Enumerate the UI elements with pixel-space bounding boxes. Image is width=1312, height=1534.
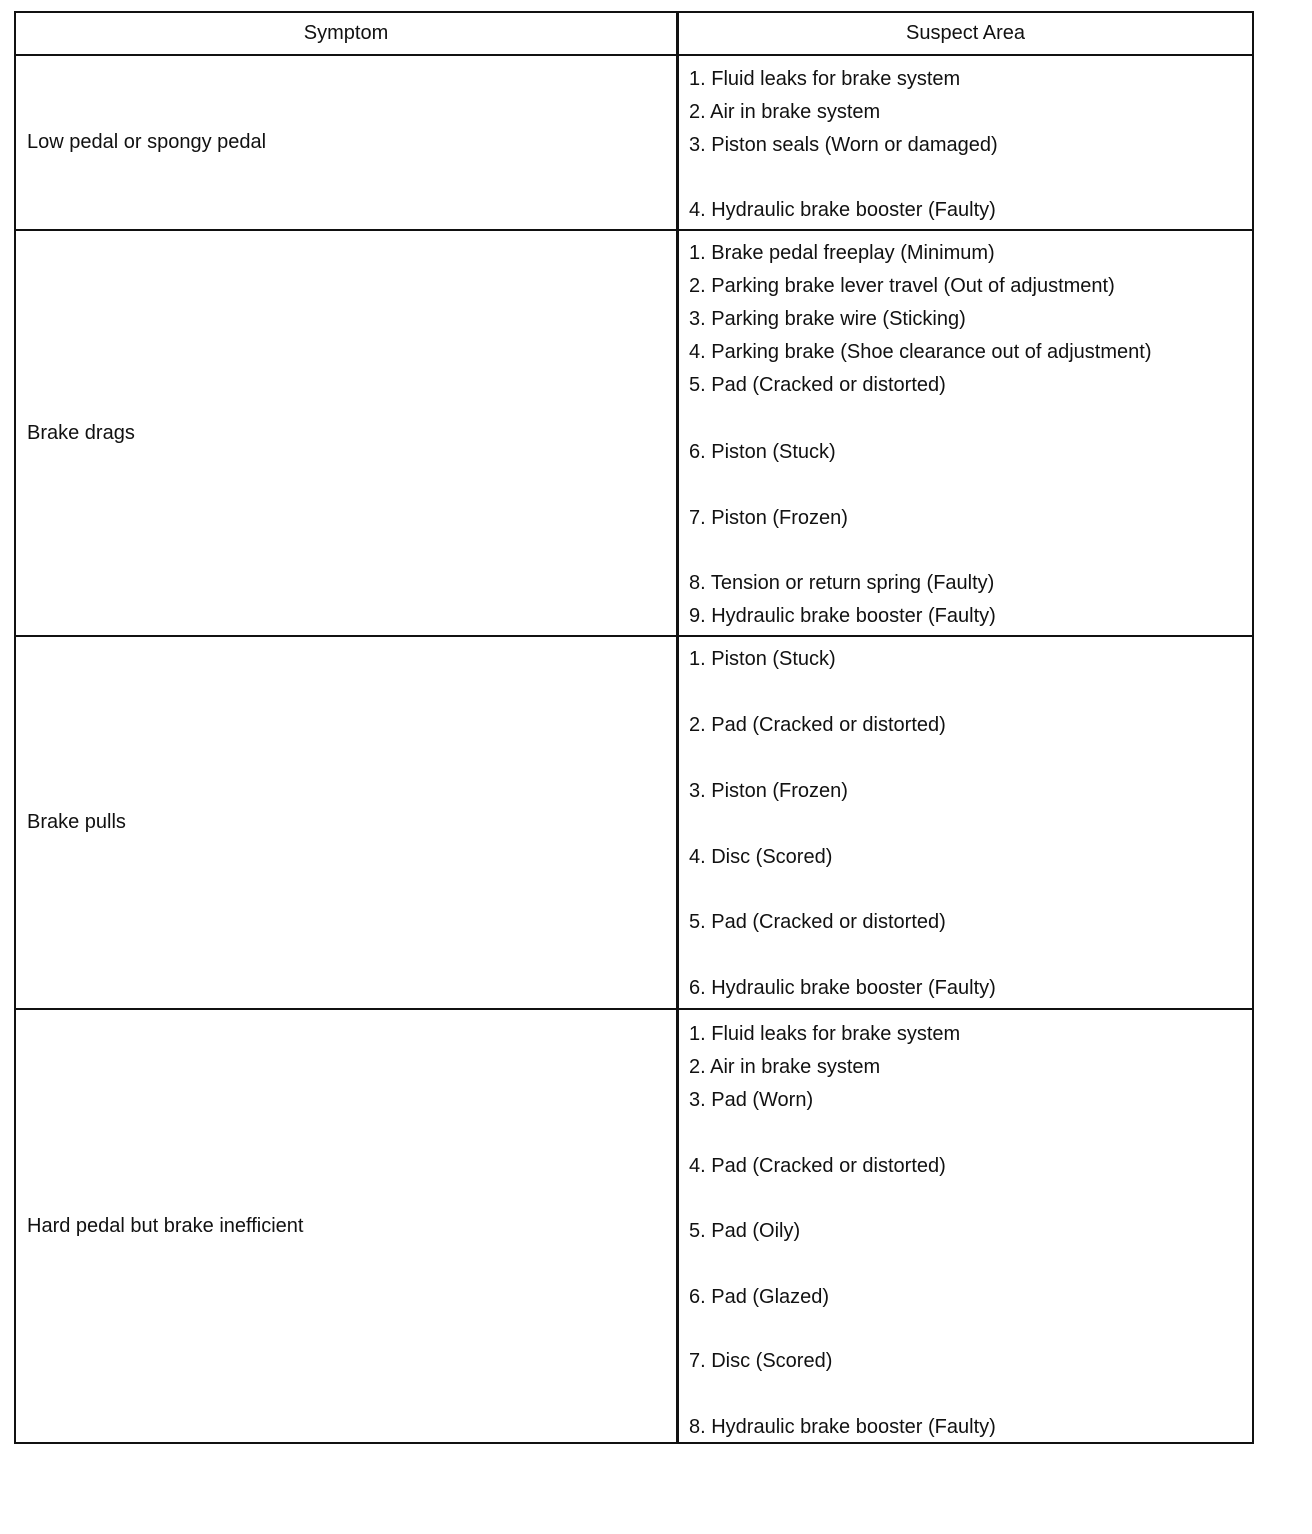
symptom-cell — [16, 56, 679, 229]
suspect-area-item: 2. Pad (Cracked or distorted) — [689, 714, 946, 736]
suspect-area-item: 4. Hydraulic brake booster (Faulty) — [689, 199, 996, 221]
table-row — [16, 635, 1252, 1008]
suspect-area-item: 7. Disc (Scored) — [689, 1350, 833, 1372]
suspect-area-item: 2. Air in brake system — [689, 101, 881, 123]
symptom-cell — [16, 637, 679, 1008]
suspect-area-item: 5. Pad (Cracked or distorted) — [689, 911, 946, 933]
header-symptom: Symptom — [16, 13, 679, 54]
troubleshooting-table — [14, 11, 1254, 1444]
suspect-area-item: 6. Piston (Stuck) — [689, 441, 836, 463]
table-row — [16, 229, 1252, 635]
suspect-area-item: 8. Tension or return spring (Faulty) — [689, 572, 995, 594]
suspect-area-cell — [679, 637, 1252, 1008]
suspect-area-item: 2. Air in brake system — [689, 1056, 881, 1078]
suspect-area-item: 5. Pad (Cracked or distorted) — [689, 374, 946, 396]
symptom-cell — [16, 231, 679, 635]
symptom-text: Hard pedal but brake inefficient — [27, 1214, 304, 1237]
suspect-area-item: 4. Parking brake (Shoe clearance out of adjustment) — [689, 341, 1152, 363]
suspect-area-item: 2. Parking brake lever travel (Out of adjustment) — [689, 275, 1115, 297]
suspect-area-cell — [679, 56, 1252, 229]
table-row — [16, 54, 1252, 229]
suspect-area-item: 1. Fluid leaks for brake system — [689, 1023, 961, 1045]
symptom-text: Low pedal or spongy pedal — [27, 131, 267, 153]
header-suspect-area: Suspect Area — [906, 22, 1025, 44]
suspect-area-item: 7. Piston (Frozen) — [689, 507, 848, 529]
suspect-area-item: 8. Hydraulic brake booster (Faulty) — [689, 1416, 996, 1438]
table-header-row — [16, 13, 1252, 54]
symptom-text: Brake drags — [27, 421, 135, 444]
suspect-area-item: 3. Piston (Frozen) — [689, 780, 848, 802]
table-row — [16, 1008, 1252, 1442]
symptom-text: Brake pulls — [27, 811, 126, 833]
suspect-area-item: 3. Pad (Worn) — [689, 1089, 814, 1111]
suspect-area-item: 3. Piston seals (Worn or damaged) — [689, 134, 998, 156]
suspect-area-item: 5. Pad (Oily) — [689, 1220, 801, 1242]
suspect-area-item: 1. Piston (Stuck) — [689, 648, 836, 670]
suspect-area-item: 3. Parking brake wire (Sticking) — [689, 308, 966, 330]
suspect-area-item: 4. Disc (Scored) — [689, 846, 833, 868]
suspect-area-cell — [679, 1010, 1252, 1442]
suspect-area-item: 6. Pad (Glazed) — [689, 1286, 830, 1308]
suspect-area-item: 1. Fluid leaks for brake system — [689, 68, 961, 90]
suspect-area-item: 1. Brake pedal freeplay (Minimum) — [689, 242, 995, 264]
suspect-area-item: 4. Pad (Cracked or distorted) — [689, 1155, 946, 1177]
suspect-area-item: 9. Hydraulic brake booster (Faulty) — [689, 605, 996, 627]
symptom-cell — [16, 1010, 679, 1442]
suspect-area-item: 6. Hydraulic brake booster (Faulty) — [689, 977, 996, 999]
suspect-area-cell — [679, 231, 1252, 635]
